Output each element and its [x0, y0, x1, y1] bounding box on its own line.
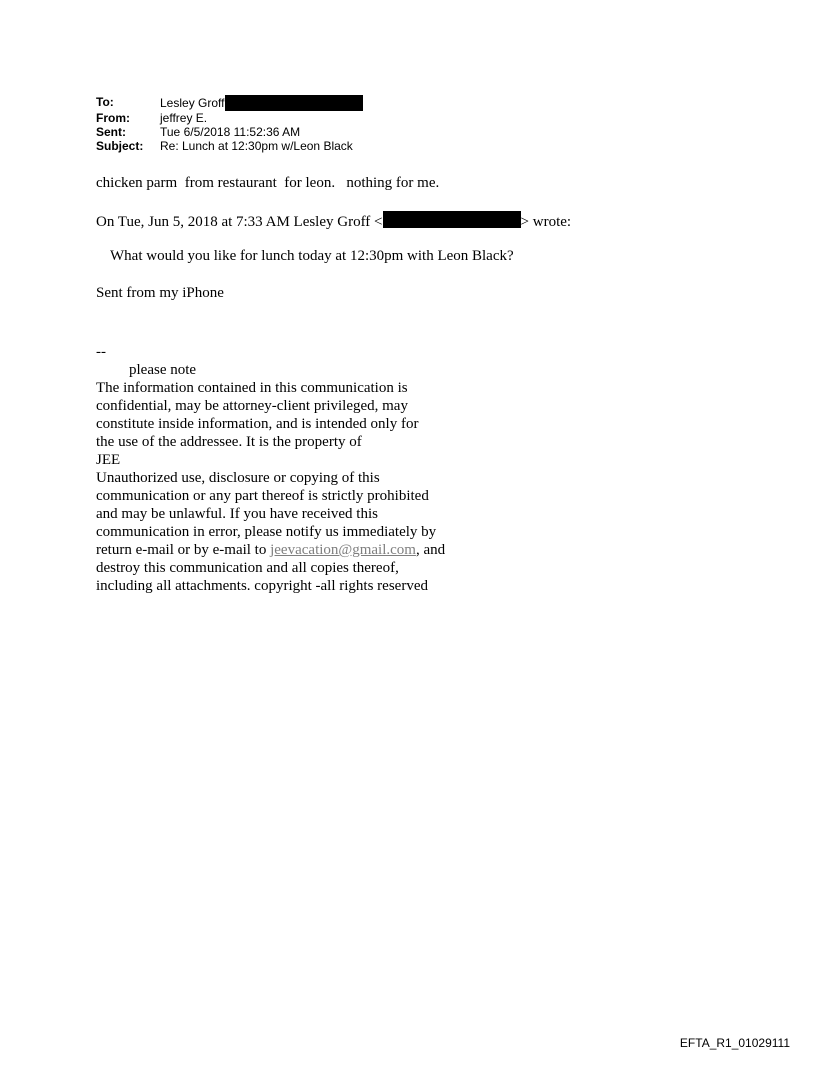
- sent-row: [96, 125, 363, 139]
- signature-link-line: [96, 541, 445, 559]
- to-label: To:: [96, 95, 114, 109]
- quote-intro-prefix: On Tue, Jun 5, 2018 at 7:33 AM Lesley Groff <: [96, 214, 383, 230]
- signature-line: The information contained in this communication is: [96, 380, 408, 396]
- signature-line: Unauthorized use, disclosure or copying of this: [96, 470, 380, 486]
- sent-value: Tue 6/5/2018 11:52:36 AM: [160, 125, 301, 139]
- signature-line: including all attachments. copyright -all rights reserved: [96, 578, 428, 594]
- to-value: [160, 95, 363, 111]
- signature-line: communication in error, please notify us immediately by: [96, 524, 437, 540]
- redaction-bar: [225, 95, 363, 111]
- subject-row: [96, 139, 363, 153]
- signature-line: constitute inside information, and is intended only for: [96, 416, 419, 432]
- signature-line: JEE: [96, 452, 121, 468]
- document-id: EFTA_R1_01029111: [679, 1036, 790, 1050]
- signature-line: communication or any part thereof is strictly prohibited: [96, 488, 429, 504]
- email-link[interactable]: jeevacation@gmail.com: [270, 542, 416, 558]
- link-line-suffix: , and: [415, 542, 446, 558]
- signature-lines-after: [96, 559, 445, 595]
- link-line-prefix: return e-mail or by e-mail to: [96, 542, 271, 558]
- signature-line: and may be unlawful. If you have received this: [96, 506, 378, 522]
- to-row: [96, 95, 363, 111]
- from-label: From:: [96, 111, 130, 125]
- signature-line: confidential, may be attorney-client privileged, may: [96, 398, 408, 414]
- to-name: Lesley Groff: [160, 96, 225, 110]
- subject-label: Subject:: [96, 139, 144, 153]
- subject-value: Re: Lunch at 12:30pm w/Leon Black: [160, 139, 353, 153]
- signature-separator: --: [96, 344, 106, 360]
- from-row: [96, 111, 363, 125]
- signature-line: destroy this communication and all copies thereof,: [96, 560, 399, 576]
- signature-note: please note: [129, 362, 197, 378]
- from-value: jeffrey E.: [160, 111, 208, 125]
- signature-line: the use of the addressee. It is the property of: [96, 434, 362, 450]
- email-header: [96, 95, 363, 153]
- signature-block: [96, 343, 445, 595]
- reply-line: chicken parm from restaurant for leon. nothing for me.: [96, 175, 440, 191]
- signature-lines-before: [96, 379, 445, 541]
- quote-intro-suffix: > wrote:: [520, 214, 572, 230]
- redaction-bar: [383, 211, 521, 228]
- quote-intro: [96, 211, 571, 231]
- sent-label: Sent:: [96, 125, 126, 139]
- sent-from-line: Sent from my iPhone: [96, 285, 224, 301]
- quoted-question: What would you like for lunch today at 12:30pm with Leon Black?: [110, 248, 514, 264]
